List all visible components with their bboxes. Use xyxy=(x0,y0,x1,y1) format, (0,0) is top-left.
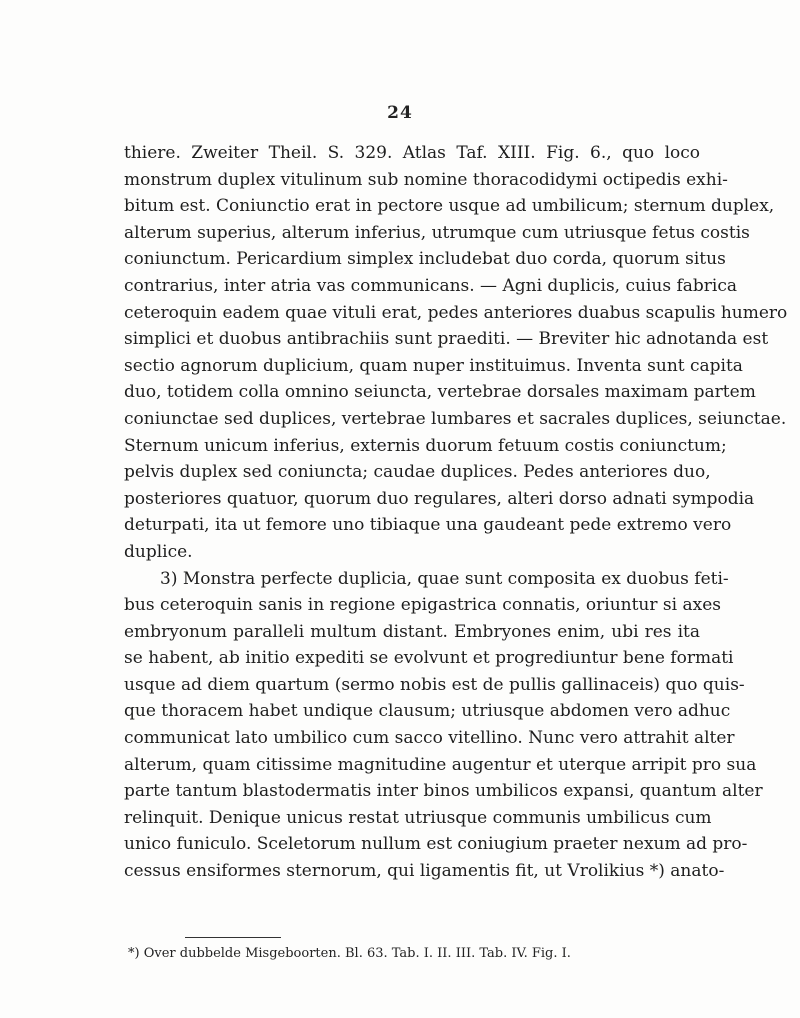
text-line: embryonum paralleli multum distant. Embryones enim, ubi res ita xyxy=(124,621,700,642)
text-line: sectio agnorum duplicium, quam nuper instituimus. Inventa sunt capita xyxy=(124,355,743,376)
text-line: alterum superius, alterum inferius, utrumque cum utriusque fetus costis xyxy=(124,222,750,243)
text-line: cessus ensiformes sternorum, qui ligamentis fit, ut Vrolikius *) anato- xyxy=(124,861,725,882)
footnote: *) Over dubbelde Misgeboorten. Bl. 63. Tab. I. II. III. Tab. IV. Fig. I. xyxy=(128,946,571,961)
text-line: simplici et duobus antibrachiis sunt praediti. — Breviter hic adnotanda est xyxy=(124,329,769,350)
text-line: 3) Monstra perfecte duplicia, quae sunt composita ex duobus feti- xyxy=(160,568,729,589)
footnote-divider xyxy=(185,937,281,938)
text-line: pelvis duplex sed coniuncta; caudae duplices. Pedes anteriores duo, xyxy=(124,462,711,483)
text-line: thiere. Zweiter Theil. S. 329. Atlas Taf. XIII. Fig. 6., quo loco xyxy=(124,143,700,163)
text-line: bus ceteroquin sanis in regione epigastrica connatis, oriuntur si axes xyxy=(124,595,721,616)
text-line: duplice. xyxy=(124,541,193,562)
text-line: que thoracem habet undique clausum; utriusque abdomen vero adhuc xyxy=(124,701,731,722)
text-line: bitum est. Coniunctio erat in pectore usque ad umbilicum; sternum duplex, xyxy=(124,196,775,217)
body-text xyxy=(124,140,788,885)
text-line: monstrum duplex vitulinum sub nomine thoracodidymi octipedis exhi- xyxy=(124,169,728,190)
text-line: posteriores quatuor, quorum duo regulares, alteri dorso adnati sympodia xyxy=(124,488,755,509)
text-line: Sternum unicum inferius, externis duorum fetuum costis coniunctum; xyxy=(124,435,727,456)
text-line: coniunctae sed duplices, vertebrae lumbares et sacrales duplices, seiunctae. xyxy=(124,408,787,429)
text-line: communicat lato umbilico cum sacco vitellino. Nunc vero attrahit alter xyxy=(124,728,735,749)
text-line: alterum, quam citissime magnitudine augentur et uterque arripit pro sua xyxy=(124,754,757,775)
text-line: contrarius, inter atria vas communicans. — Agni duplicis, cuius fabrica xyxy=(124,275,737,296)
text-line: relinquit. Denique unicus restat utriusque communis umbilicus cum xyxy=(124,807,712,828)
text-line: coniunctum. Pericardium simplex includebat duo corda, quorum situs xyxy=(124,249,726,270)
text-line: se habent, ab initio expediti se evolvunt et progrediuntur bene formati xyxy=(124,648,734,669)
text-line: usque ad diem quartum (sermo nobis est de pullis gallinaceis) quo quis- xyxy=(124,674,745,695)
text-line: parte tantum blastodermatis inter binos umbilicos expansi, quantum alter xyxy=(124,781,763,802)
page-number: 24 xyxy=(387,103,413,123)
text-line: ceteroquin eadem quae vituli erat, pedes anteriores duabus scapulis humero xyxy=(124,302,788,323)
text-line: unico funiculo. Sceletorum nullum est coniugium praeter nexum ad pro- xyxy=(124,834,748,855)
text-line: deturpati, ita ut femore uno tibiaque una gaudeant pede extremo vero xyxy=(124,515,732,536)
text-line: duo, totidem colla omnino seiuncta, vertebrae dorsales maximam partem xyxy=(124,382,756,403)
